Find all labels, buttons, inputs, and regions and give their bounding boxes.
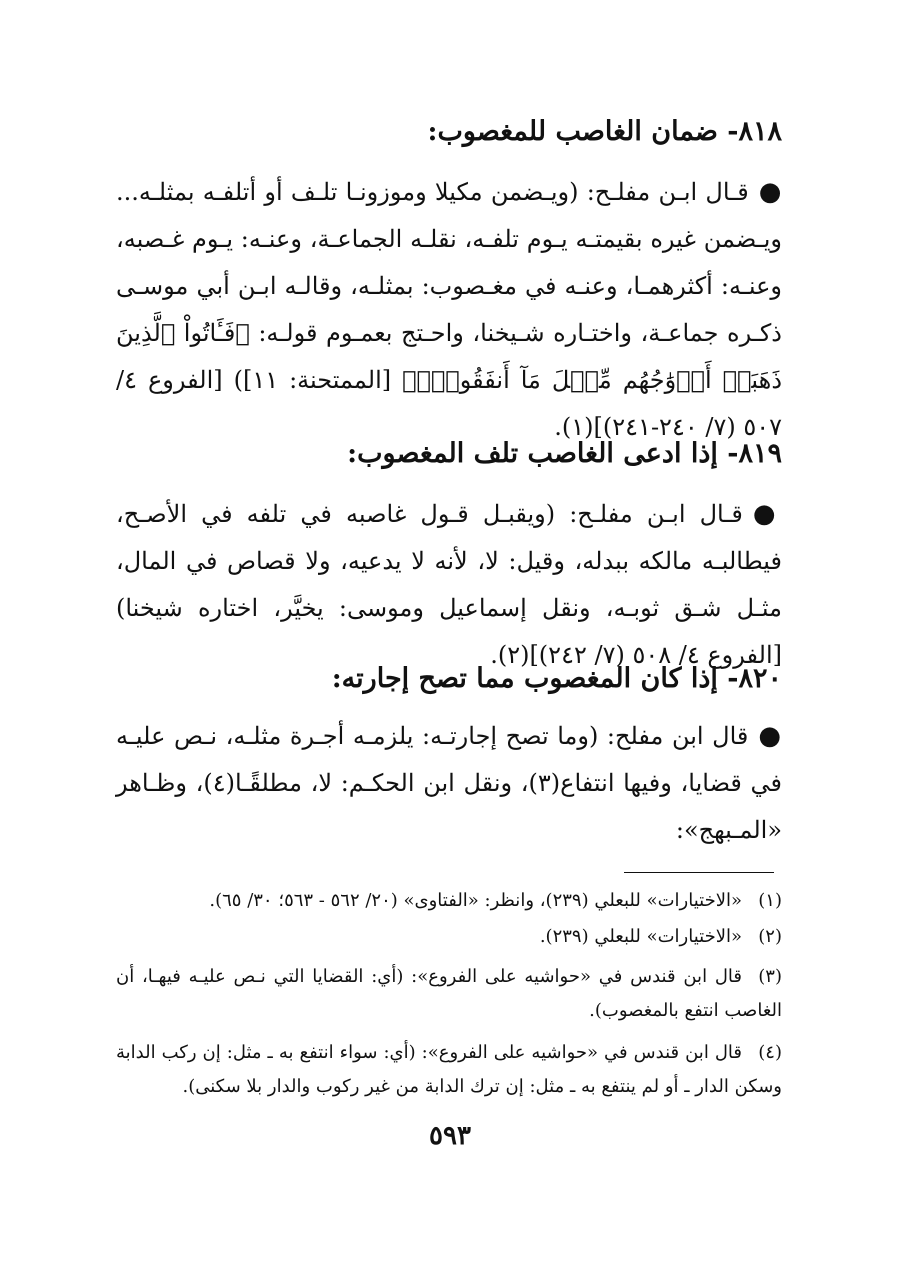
section-819-text: قـال ابـن مفلـح: (ويقبـل قـول غاصبه في تلفه في الأصـح، فيطالبـه مالكه ببدله، وقيل: لا، لأنه لا يدعيه، ولا قصاص في المال، مثـل شـق ثوبـه، ونقل إسماعيل وموسى: يخيَّر، اختاره شيخنا) [الفروع ٤/ ٥٠٨ (٧/ ٢٤٢)](٢). [116, 500, 782, 669]
section-818-paragraph [116, 169, 782, 451]
footnote-number: (١) [758, 890, 782, 911]
footnote-number: (٤) [758, 1042, 782, 1063]
bullet-icon: ● [752, 499, 782, 529]
footnote-text: «الاختيارات» للبعلي (٢٣٩)، وانظر: «الفتاوى» (٢٠/ ٥٦٢ - ٥٦٣؛ ٣٠/ ٦٥). [209, 890, 742, 911]
section-819-heading: ٨١٩- إذا ادعى الغاصب تلف المغصوب: [347, 438, 782, 469]
section-820-paragraph [116, 713, 782, 854]
section-819-paragraph [116, 491, 782, 679]
footnote-separator [624, 872, 774, 873]
footnote-text: قال ابن قندس في «حواشيه على الفروع»: (أي: القضايا التي نـص عليـه فيهـا، أن الغاصب انتفع بالمغصوب). [116, 966, 782, 1021]
footnote-text: «الاختيارات» للبعلي (٢٣٩). [539, 926, 742, 947]
footnote-number: (٢) [758, 926, 782, 947]
bullet-icon: ● [758, 177, 782, 207]
page-number: ٥٩٣ [429, 1121, 471, 1151]
footnote-4 [116, 1036, 782, 1104]
section-820-text: قال ابن مفلح: (وما تصح إجارتـه: يلزمـه أجـرة مثلـه، نـص عليـه في قضايا، وفيها انتفاع(٣)، ونقل ابن الحكـم: لا، مطلقًـا(٤)، وظـاهر «المـبهج»: [116, 722, 783, 844]
section-818-text: قـال ابـن مفلـح: (ويـضمن مكيلا وموزونـا تلـف أو أتلفـه بمثلـه... ويـضمن غيره بقيمتـه يـوم تلفـه، نقلـه الجماعـة، وعنـه: يـوم غـصبه، وعنـه: أكثرهمـا، وعنـه في مغـصوب: بمثلـه، وقالـه ابـن أبي موسـى ذكـره جماعـة، واختـاره شـيخنا، واحـتج بعمـوم قولـه: ﴿فَـَٔاتُواْ ٱلَّذِينَ ذَهَبَتۡ أَزۡوَٰجُهُم مِّثۡلَ مَآ أَنفَقُواْۚ﴾ [الممتحنة: ١١]) [الفروع ٤/ ٥٠٧ (٧/ ٢٤٠-٢٤١)](١). [116, 178, 783, 441]
footnote-number: (٣) [758, 966, 782, 987]
section-820-heading: ٨٢٠- إذا كان المغصوب مما تصح إجارته: [331, 663, 782, 694]
section-818-heading: ٨١٨- ضمان الغاصب للمغصوب: [427, 116, 782, 147]
footnote-3 [116, 960, 782, 1028]
footnote-2 [116, 920, 782, 954]
footnote-text: قال ابن قندس في «حواشيه على الفروع»: (أي: سواء انتفع به ـ مثل: إن ركب الدابة وسكن الدار ـ أو لم ينتفع به ـ مثل: إن ترك الدابة من غير ركوب والدار بلا سكنى). [116, 1042, 782, 1097]
footnote-1 [116, 884, 782, 918]
bullet-icon: ● [758, 721, 782, 751]
